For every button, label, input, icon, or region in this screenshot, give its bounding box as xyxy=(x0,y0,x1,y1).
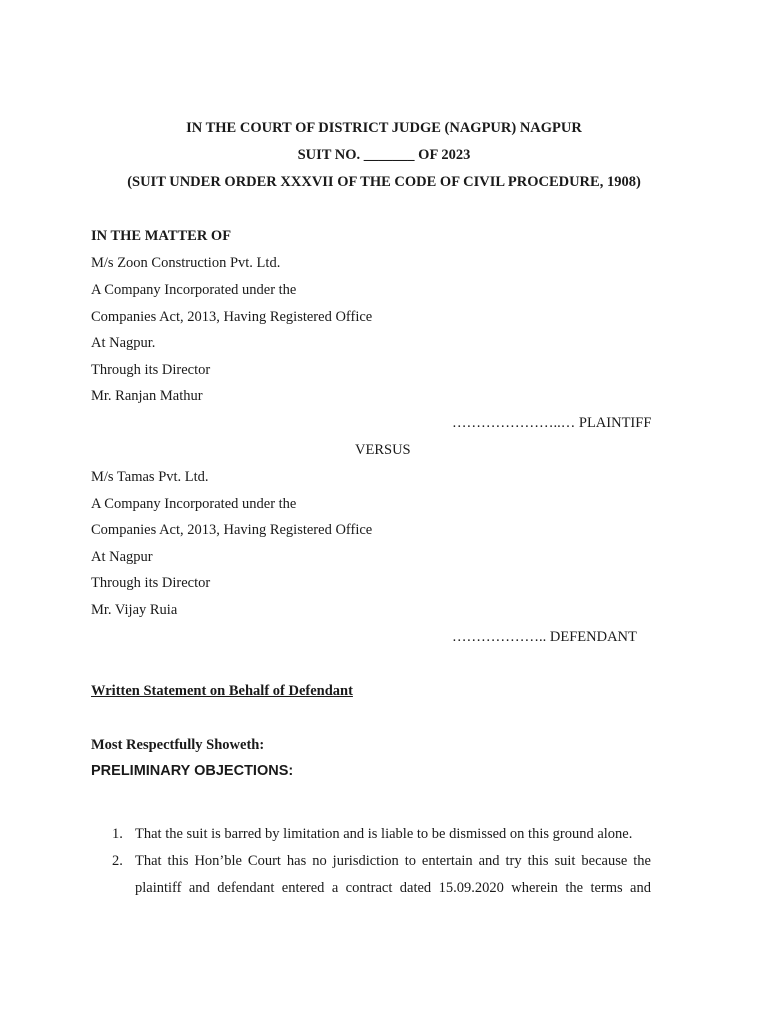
plaintiff-line: Mr. Ranjan Mathur xyxy=(91,388,203,404)
defendant-line: At Nagpur xyxy=(91,549,153,565)
defendant-line: M/s Tamas Pvt. Ltd. xyxy=(91,469,209,485)
defendant-line: Companies Act, 2013, Having Registered Office xyxy=(91,522,373,538)
list-item-text: That this Hon’ble Court has no jurisdiction to entertain and try this suit because the xyxy=(135,853,651,869)
statement-title: Written Statement on Behalf of Defendant xyxy=(91,683,353,699)
plaintiff-line: A Company Incorporated under the xyxy=(91,282,297,298)
plaintiff-line: M/s Zoon Construction Pvt. Ltd. xyxy=(91,255,281,271)
defendant-line: Through its Director xyxy=(91,575,211,591)
suit-number: SUIT NO. _______ OF 2023 xyxy=(297,147,471,163)
court-heading: IN THE COURT OF DISTRICT JUDGE (NAGPUR) NAGPUR xyxy=(186,120,582,136)
plaintiff-line: Companies Act, 2013, Having Registered Office xyxy=(91,309,373,325)
defendant-label: ……………….. DEFENDANT xyxy=(452,629,637,645)
plaintiff-line: Through its Director xyxy=(91,362,211,378)
list-item-text: That the suit is barred by limitation and is liable to be dismissed on this ground alone. xyxy=(135,826,633,842)
suit-under-order: (SUIT UNDER ORDER XXXVII OF THE CODE OF CIVIL PROCEDURE, 1908) xyxy=(127,174,641,190)
showeth-line: Most Respectfully Showeth: xyxy=(91,737,265,753)
in-the-matter-label: IN THE MATTER OF xyxy=(91,228,232,244)
defendant-line: Mr. Vijay Ruia xyxy=(91,602,178,618)
list-item-number: 1. xyxy=(112,826,123,842)
versus-label: VERSUS xyxy=(355,442,411,458)
preliminary-objections-heading: PRELIMINARY OBJECTIONS: xyxy=(91,763,294,779)
plaintiff-line: At Nagpur. xyxy=(91,335,156,351)
list-item-number: 2. xyxy=(112,853,123,869)
plaintiff-label: …………………..… PLAINTIFF xyxy=(452,415,652,431)
defendant-line: A Company Incorporated under the xyxy=(91,496,297,512)
list-item-text: plaintiff and defendant entered a contract dated 15.09.2020 wherein the terms and xyxy=(135,880,651,896)
